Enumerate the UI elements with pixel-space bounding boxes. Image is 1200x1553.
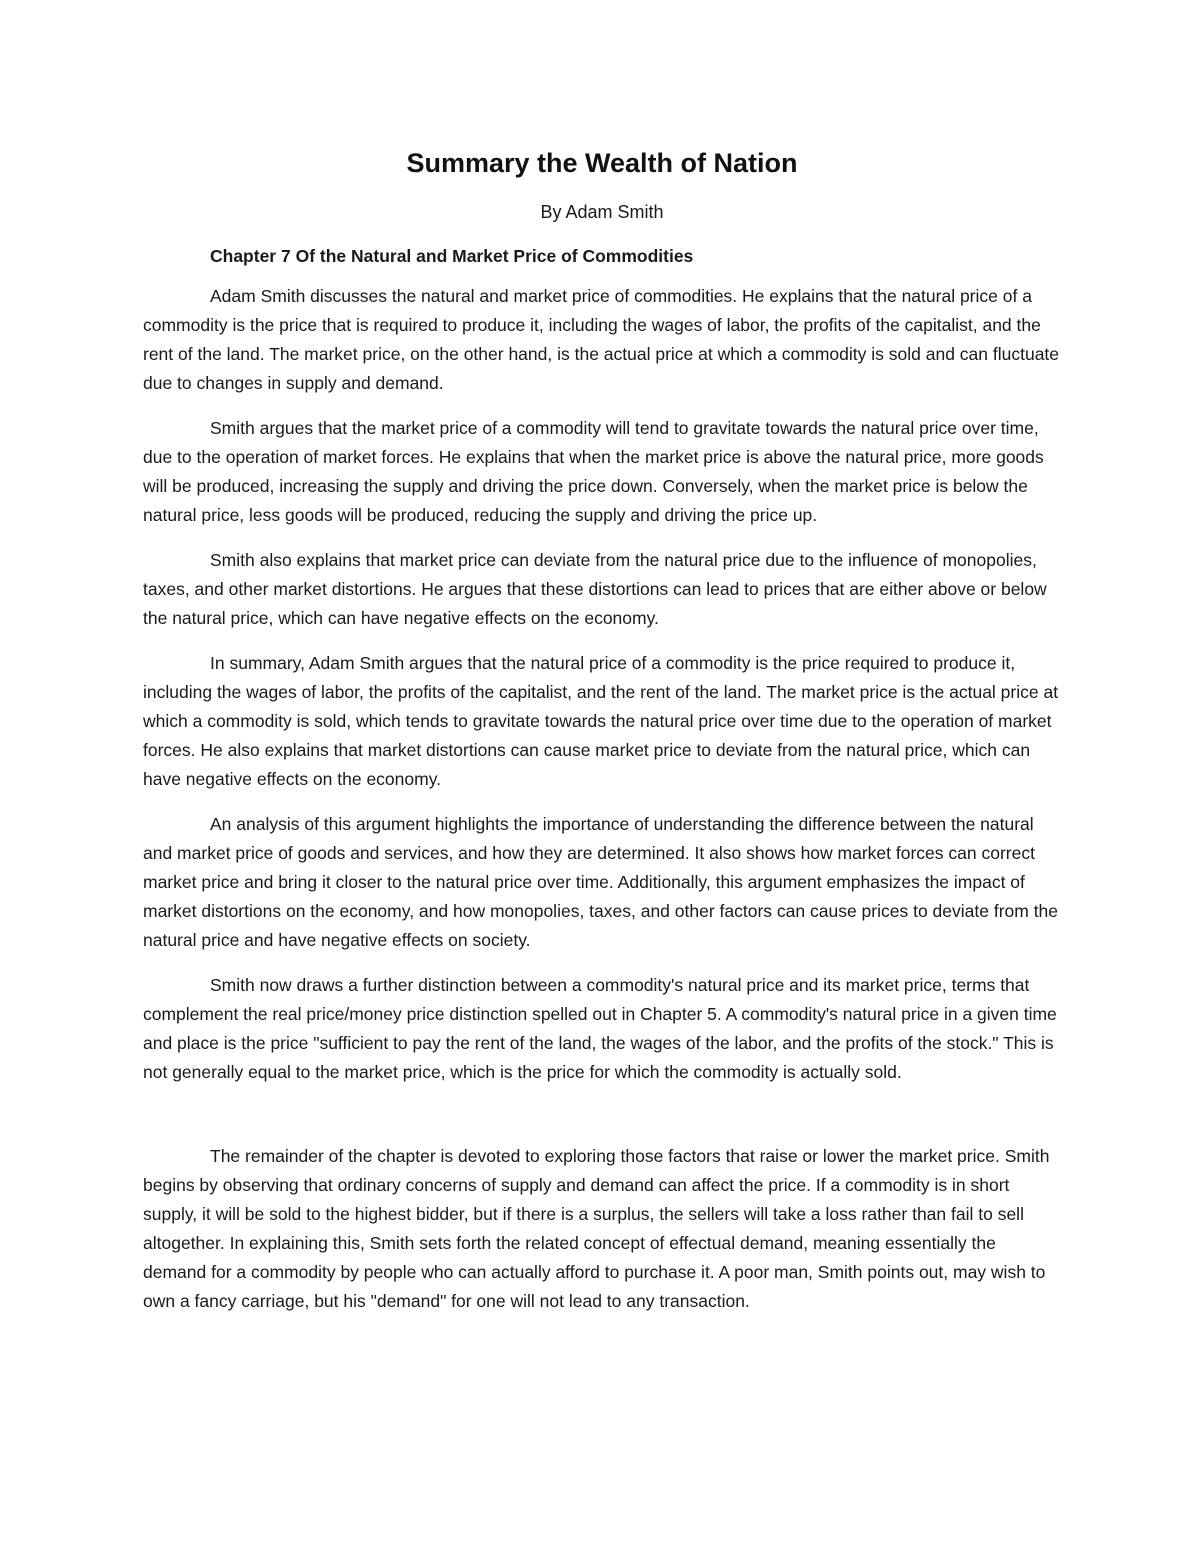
document-title: Summary the Wealth of Nation [406, 148, 798, 178]
paragraph-3: Smith also explains that market price can deviate from the natural price due to the influence of monopolies, taxes, and other market distortions. He argues that these distortions can lead to prices that are either above or below the natural price, which can have negative effects on the economy. [143, 550, 1047, 628]
paragraph-7: The remainder of the chapter is devoted to exploring those factors that raise or lower the market price. Smith begins by observing that ordinary concerns of supply and demand can affect the price. If a commodity is in short supply, it will be sold to the highest bidder, but if there is a surplus, the sellers will take a loss rather than fail to sell altogether. In explaining this, Smith sets forth the related concept of effectual demand, meaning essentially the demand for a commodity by people who can actually afford to purchase it. A poor man, Smith points out, may wish to own a fancy carriage, but his "demand" for one will not lead to any transaction. [143, 1146, 1050, 1311]
paragraph-4: In summary, Adam Smith argues that the natural price of a commodity is the price required to produce it, including the wages of labor, the profits of the capitalist, and the rent of the land. The market price is the actual price at which a commodity is sold, which tends to gravitate towards the natural price over time due to the operation of market forces. He also explains that market distortions can cause market price to deviate from the natural price, which can have negative effects on the economy. [143, 653, 1059, 789]
document-body [143, 140, 1061, 1316]
paragraph-2: Smith argues that the market price of a commodity will tend to gravitate towards the natural price over time, due to the operation of market forces. He explains that when the market price is above the natural price, more goods will be produced, increasing the supply and driving the price down. Conversely, when the market price is below the natural price, less goods will be produced, reducing the supply and driving the price up. [143, 418, 1044, 525]
document-author: By Adam Smith [540, 202, 664, 222]
chapter-heading: Chapter 7 Of the Natural and Market Price of Commodities [210, 246, 694, 266]
paragraph-5: An analysis of this argument highlights the importance of understanding the difference between the natural and market price of goods and services, and how they are determined. It also shows how market forces can correct market price and bring it closer to the natural price over time. Additionally, this argument emphasizes the impact of market distortions on the economy, and how monopolies, taxes, and other factors can cause prices to deviate from the natural price and have negative effects on society. [143, 814, 1059, 950]
paragraph-6: Smith now draws a further distinction between a commodity's natural price and its market price, terms that complement the real price/money price distinction spelled out in Chapter 5. A commodity's natural price in a given time and place is the price "sufficient to pay the rent of the land, the wages of the labor, and the profits of the stock." This is not generally equal to the market price, which is the price for which the commodity is actually sold. [143, 975, 1057, 1082]
paragraph-1: Adam Smith discusses the natural and market price of commodities. He explains that the natural price of a commodity is the price that is required to produce it, including the wages of labor, the profits of the capitalist, and the rent of the land. The market price, on the other hand, is the actual price at which a commodity is sold and can fluctuate due to changes in supply and demand. [143, 286, 1060, 393]
